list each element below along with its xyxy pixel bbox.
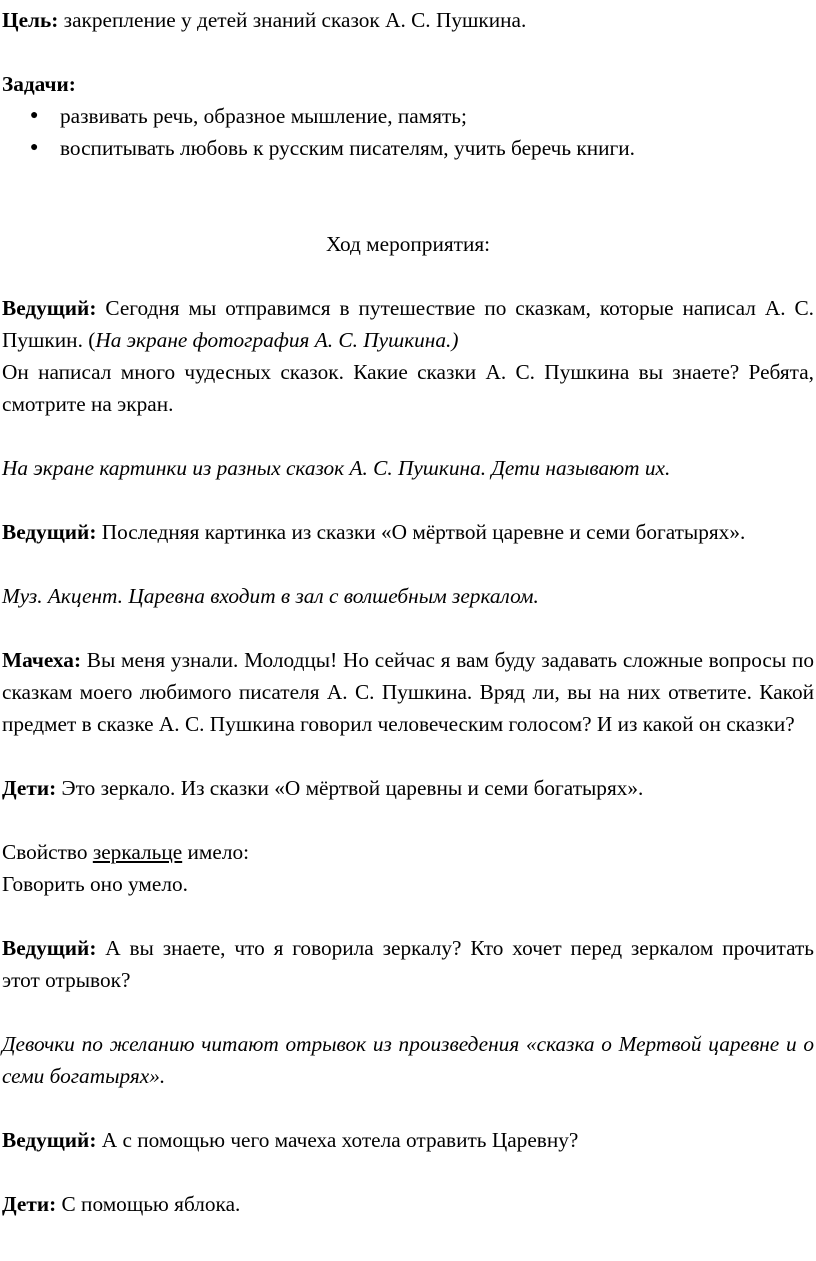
speaker-label: Дети:	[2, 1192, 57, 1216]
host-paragraph-2: Ведущий: Последняя картинка из сказки «О мёртвой царевне и семи богатырях».	[2, 520, 746, 544]
spacer	[2, 1156, 814, 1188]
spacer	[2, 612, 814, 644]
goal-paragraph	[2, 4, 814, 36]
tasks-label: Задачи:	[2, 72, 76, 96]
spacer	[2, 900, 814, 932]
poem-line-1: Свойство зеркальце имело:	[2, 840, 250, 864]
spacer	[2, 804, 814, 836]
speaker-label: Мачеха:	[2, 648, 82, 672]
spacer	[2, 196, 814, 228]
stage-direction: На экране фотография А. С. Пушкина.)	[95, 328, 459, 352]
spacer	[2, 548, 814, 580]
host-paragraph-4: Ведущий: А с помощью чего мачеха хотела отравить Царевну?	[2, 1128, 579, 1152]
spacer	[2, 484, 814, 516]
spacer	[2, 260, 814, 292]
underlined-word: зеркальце	[92, 840, 183, 864]
spacer	[2, 420, 814, 452]
children-paragraph-2: Дети: С помощью яблока.	[2, 1192, 241, 1216]
speaker-label: Ведущий:	[2, 936, 97, 960]
stage-direction-2: Муз. Акцент. Царевна входит в зал с волшебным зеркалом.	[2, 584, 539, 608]
goal-text: закрепление у детей знаний сказок А. С. Пушкина.	[58, 8, 527, 32]
host-paragraph-1: Ведущий: Сегодня мы отправимся в путешествие по сказкам, которые написал А. С. Пушкин. (На экране фотография А. С. Пушкина.)	[2, 296, 814, 352]
spacer	[2, 996, 814, 1028]
host-paragraph-3: Ведущий: А вы знаете, что я говорила зеркалу? Кто хочет перед зеркалом прочитать этот отрывок?	[2, 936, 814, 992]
bullet-icon: ●	[30, 140, 39, 155]
poem-line-2: Говорить оно умело.	[2, 872, 188, 896]
bullet-icon: ●	[30, 108, 39, 123]
spacer	[2, 36, 814, 68]
list-item: ● развивать речь, образное мышление, память;	[2, 100, 814, 132]
section-heading: Ход мероприятия:	[325, 232, 491, 256]
host-paragraph-1-cont: Он написал много чудесных сказок. Какие сказки А. С. Пушкина вы знаете? Ребята, смотрите на экран.	[2, 360, 814, 416]
spacer	[2, 164, 814, 196]
goal-label: Цель:	[2, 8, 59, 32]
stepmother-paragraph: Мачеха: Вы меня узнали. Молодцы! Но сейчас я вам буду задавать сложные вопросы по сказкам моего любимого писателя А. С. Пушкина. Вряд ли, вы на них ответите. Какой предмет в сказке А. С. Пушкина говорил человеческим голосом? И из какой он сказки?	[2, 648, 814, 736]
list-item: ● воспитывать любовь к русским писателям, учить беречь книги.	[2, 132, 814, 164]
speaker-label: Ведущий:	[2, 296, 97, 320]
speaker-label: Ведущий:	[2, 520, 97, 544]
speaker-label: Ведущий:	[2, 1128, 97, 1152]
stage-direction-1: На экране картинки из разных сказок А. С. Пушкина. Дети называют их.	[2, 456, 671, 480]
speaker-label: Дети:	[2, 776, 57, 800]
children-paragraph-1: Дети: Это зеркало. Из сказки «О мёртвой царевны и семи богатырях».	[2, 776, 644, 800]
stage-direction-3: Девочки по желанию читают отрывок из произведения «сказка о Мертвой царевне и о семи богатырях».	[2, 1032, 814, 1088]
spacer	[2, 740, 814, 772]
spacer	[2, 1092, 814, 1124]
tasks-list	[2, 100, 814, 164]
